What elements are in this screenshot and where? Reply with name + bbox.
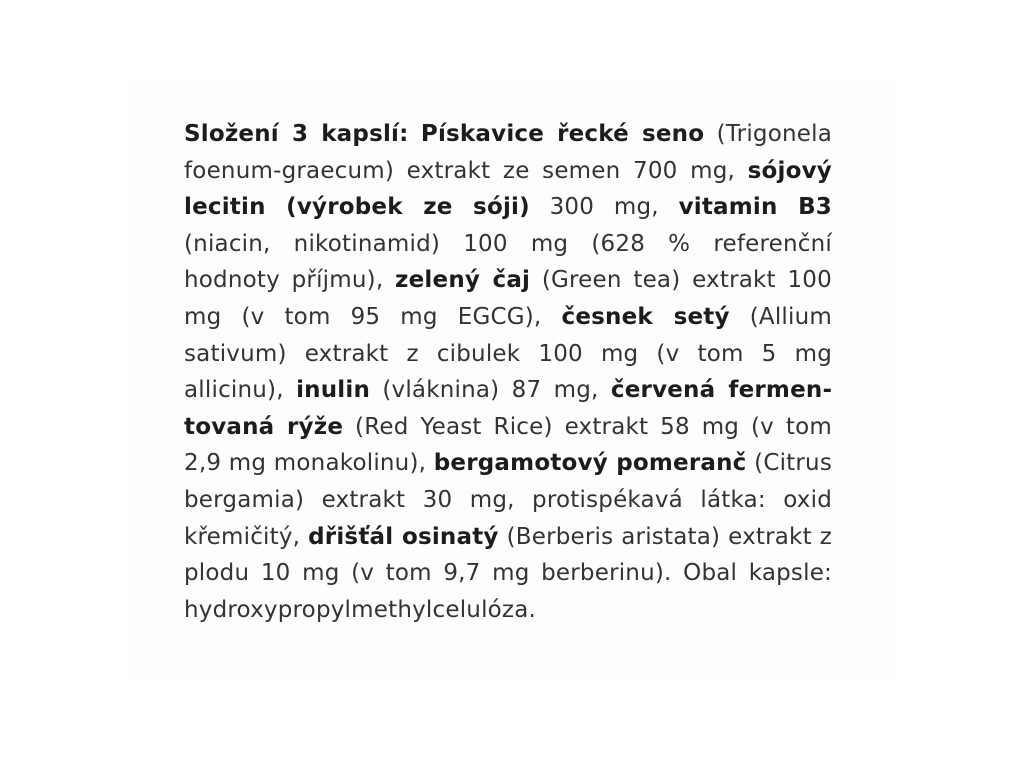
ingredient-name: zelený čaj bbox=[395, 267, 531, 294]
ingredient-detail: (vláknina) 87 mg, bbox=[370, 377, 611, 404]
ingredient-name: Pískavice řecké seno bbox=[420, 121, 705, 147]
ingredient-name: sójový lecitin (výrobek ze sóji) bbox=[184, 157, 832, 221]
ingredient-detail: (Berberis aristata) extrakt z plodu 10 mg (v tom 9,7 mg berberinu). Obal kapsle: hydroxypropylmethylcelulóza. bbox=[184, 523, 833, 623]
ingredient-name: vitamin B3 bbox=[678, 194, 832, 221]
ingredient-detail: (Green tea) extrakt 100 mg (v tom 95 mg EGCG), bbox=[184, 267, 832, 330]
ingredient-name: červená fermentovaná rýže bbox=[184, 377, 832, 440]
ingredient-detail: 300 mg, bbox=[529, 194, 679, 221]
ingredient-detail: (Citrus bergamia) extrakt 30 mg, protispékavá látka: oxid křemičitý, bbox=[184, 450, 833, 550]
ingredient-detail: (Allium sativum) extrakt z cibulek 100 mg (v tom 5 mg allicinu), bbox=[184, 303, 832, 404]
ingredient-name: česnek setý bbox=[561, 303, 730, 330]
ingredient-name: bergamotový pomeranč bbox=[433, 450, 747, 477]
ingredient-name: inulin bbox=[296, 377, 371, 404]
ingredient-detail: (niacin, nikotinamid) 100 mg (628 % referenční hodnoty příjmu), bbox=[184, 230, 832, 294]
composition-segments bbox=[184, 121, 832, 623]
ingredient-detail: (Trigonela foenum-graecum) extrakt ze semen 700 mg, bbox=[184, 121, 832, 184]
ingredient-name: dřišťál osinatý bbox=[308, 523, 499, 550]
ingredient-detail: (Red Yeast Rice) extrakt 58 mg (v tom 2,9 mg monakolinu), bbox=[184, 413, 832, 477]
composition-text bbox=[184, 116, 832, 628]
composition-heading: Složení 3 kapslí: bbox=[184, 121, 409, 147]
